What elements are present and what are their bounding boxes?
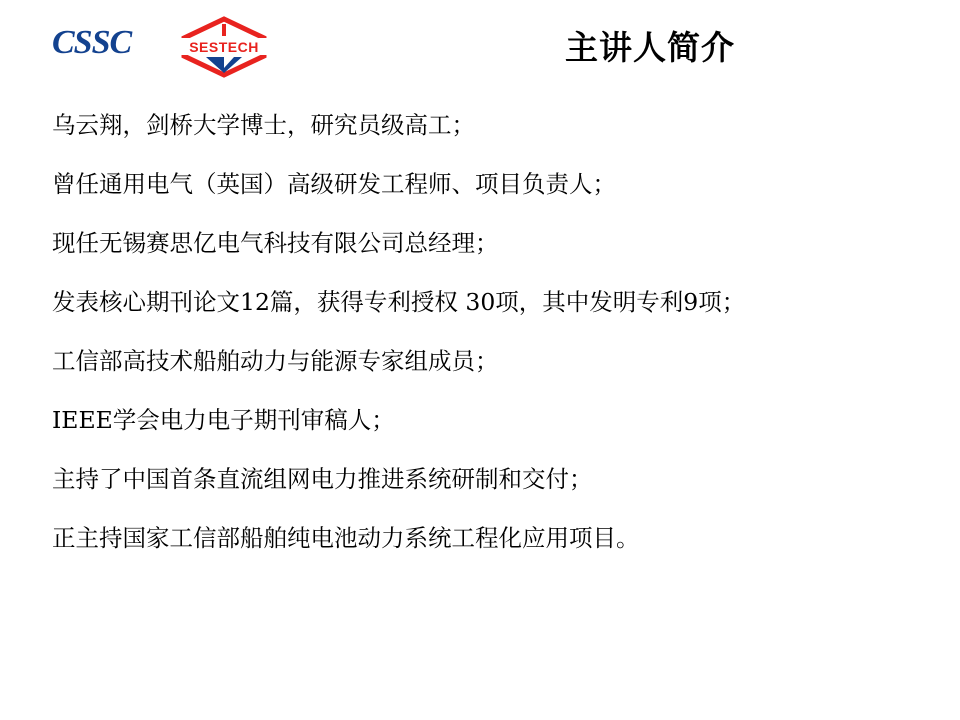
list-item: 工信部高技术船舶动力与能源专家组成员； (52, 347, 499, 376)
list-item: 主持了中国首条直流组网电力推进系统研制和交付； (52, 465, 593, 494)
cssc-logo: CSSC (52, 24, 132, 61)
page-title: 主讲人简介 (565, 28, 735, 67)
slide-header (0, 0, 960, 92)
sestech-logo (176, 16, 272, 78)
list-item: 乌云翔，剑桥大学博士，研究员级高工； (52, 111, 475, 139)
list-item: 发表核心期刊论文12篇，获得专利授权 30项，其中发明专利9项； (52, 288, 746, 317)
list-item: 现任无锡赛思亿电气科技有限公司总经理； (52, 229, 499, 258)
svg-text:SESTECH: SESTECH (189, 39, 259, 55)
list-item: 曾任通用电气（英国）高级研发工程师、项目负责人； (52, 170, 616, 199)
bullet-list (52, 112, 932, 552)
list-item: IEEE学会电力电子期刊审稿人； (52, 406, 395, 435)
list-item: 正主持国家工信部船舶纯电池动力系统工程化应用项目。 (52, 524, 640, 553)
